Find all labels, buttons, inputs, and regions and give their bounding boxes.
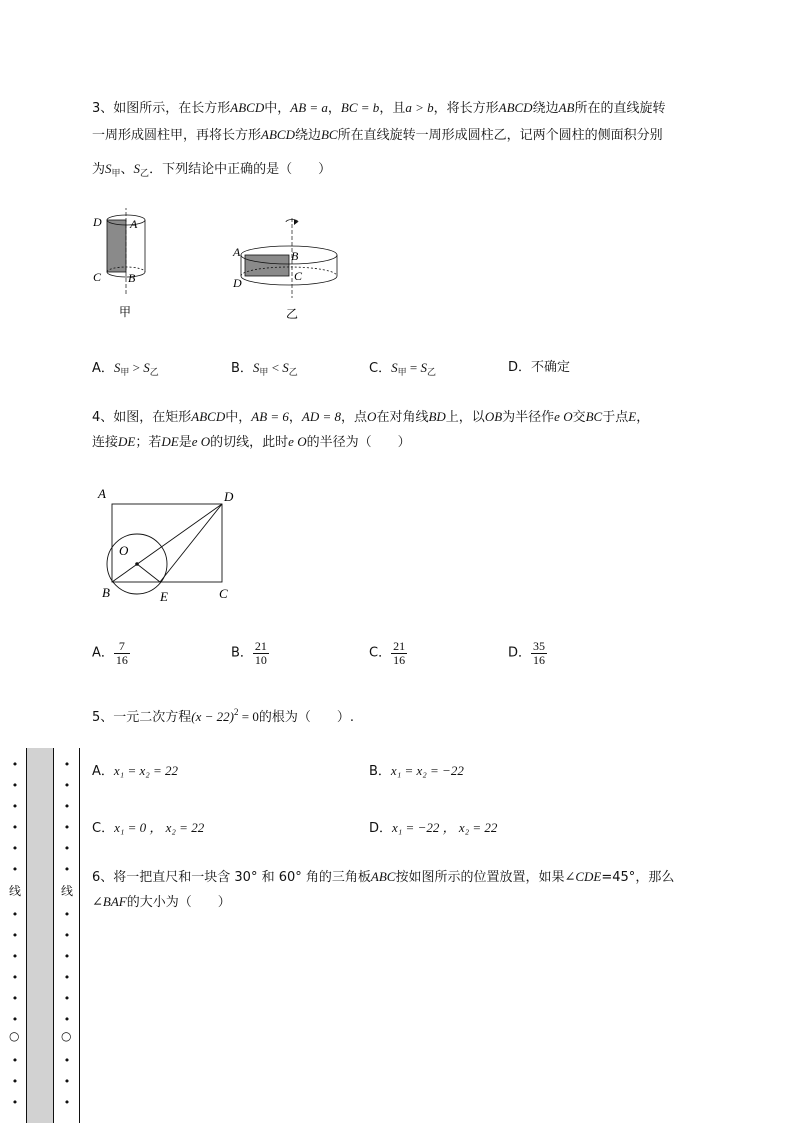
fig-jia-label-b: B [128, 271, 136, 285]
fig-jia-label-d: D [93, 215, 102, 229]
fig4-label-d: D [224, 489, 234, 504]
margin-char-right: 线 [61, 884, 74, 898]
fig4-label-b: B [102, 585, 110, 600]
dots-left-mid: • • • • • • [11, 908, 19, 1026]
q5-option-d[interactable]: D．x₁ = −22 ， x₂ = 22 [369, 820, 498, 836]
q3-option-d[interactable]: D．不确定 [508, 360, 571, 375]
margin-char-left: 线 [9, 884, 22, 898]
q3-text-line2: 一周形成圆柱甲，再将长方形ABCD绕边BC所在直线旋转一周形成圆柱乙，记两个圆柱的侧面积分别 [92, 127, 663, 143]
binding-line-3 [79, 748, 80, 1123]
q6-text-line2: ∠BAF的大小为（ ） [92, 894, 231, 910]
q4-option-d[interactable]: D． $\frac{35}{16}$ [508, 639, 546, 667]
fig4-label-a: A [98, 486, 106, 501]
q4-text-line1: 4、如图，在矩形ABCD中，AB = 6，AD = 8，点O在对角线BD上，以OB为半径作e O交BC于点E， [92, 409, 650, 425]
fig4-label-e: E [160, 589, 168, 604]
fig-jia-label-a: A [130, 217, 138, 231]
circle-mark-right: ○ [61, 1029, 72, 1043]
q4-option-a[interactable]: A． $\frac{7}{16}$ [92, 639, 128, 667]
fig-yi-label-c: C [294, 269, 303, 283]
dots-right-top: • • • • • • [63, 758, 71, 876]
q3-option-a[interactable]: A．$S_甲 > S_乙$ [92, 360, 159, 378]
binding-margin [0, 748, 90, 1123]
fig-yi-label-b: B [291, 249, 299, 263]
q6-text-line1: 6、将一把直尺和一块含 30° 和 60° 角的三角板ABC按如图所示的位置放置，如果∠CDE=45°，那么 [92, 869, 675, 885]
q3-text-line3: 为$S_甲$、$S_乙$．下列结论中正确的是（ ） [92, 161, 332, 179]
cylinder-yi-figure [228, 212, 348, 324]
q5-option-b[interactable]: B．x₁ = x₂ = −22 [369, 763, 464, 779]
fig-yi-label-a: A [233, 245, 241, 259]
q3-option-c[interactable]: C．$S_甲 = S_乙$ [369, 360, 436, 378]
cylinder-jia-figure [88, 208, 168, 328]
q5-option-a[interactable]: A．x₁ = x₂ = 22 [92, 763, 179, 779]
q5-text: 5、一元二次方程$(x - 22)^2 = 0$的根为（ ）. [92, 707, 354, 725]
dots-left-top: • • • • • • [11, 758, 19, 876]
fig4-label-o: O [119, 543, 129, 558]
q3-text-line1: 3、如图所示，在长方形ABCD中，AB = a，BC = b，且a > b，将长方形ABCD绕边AB所在的直线旋转 [92, 100, 666, 116]
binding-line-2 [53, 748, 54, 1123]
binding-line-1 [26, 748, 27, 1123]
q4-text-line2: 连接DE；若DE是e O的切线，此时e O的半径为（ ） [92, 434, 411, 450]
dots-left-bottom: • • • [11, 1054, 19, 1109]
binding-gray-strip [26, 748, 53, 1123]
q5-option-c[interactable]: C．x₁ = 0 ， x₂ = 22 [92, 820, 205, 836]
q4-option-c[interactable]: C． $\frac{21}{16}$ [369, 639, 406, 667]
rectangle-circle-figure [94, 484, 244, 608]
fig-jia-caption: 甲 [119, 305, 132, 319]
dots-right-bottom: • • • [63, 1054, 71, 1109]
q4-option-b[interactable]: B． $\frac{21}{10}$ [231, 639, 267, 667]
fig-yi-caption: 乙 [286, 307, 299, 321]
circle-mark-left: ○ [9, 1029, 20, 1043]
q3-option-b[interactable]: B．$S_甲 < S_乙$ [231, 360, 298, 378]
dots-right-mid: • • • • • • [63, 908, 71, 1026]
fig-jia-label-c: C [93, 270, 102, 284]
fig4-label-c: C [219, 586, 228, 601]
fig-yi-label-d: D [233, 276, 242, 290]
